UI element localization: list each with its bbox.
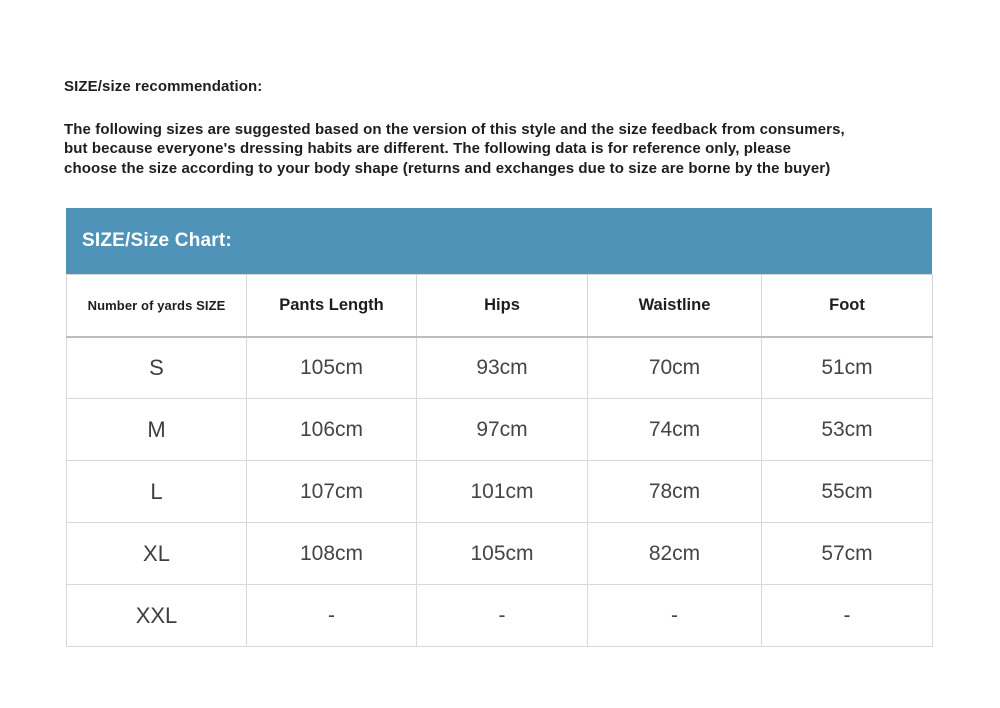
- cell-hips: 105cm: [417, 523, 588, 585]
- cell-hips: 97cm: [417, 399, 588, 461]
- table-row: [67, 337, 933, 399]
- cell-foot: 51cm: [762, 337, 933, 399]
- cell-size: M: [67, 399, 247, 461]
- table-row: [67, 523, 933, 585]
- cell-hips: -: [417, 585, 588, 647]
- cell-pants-length: 107cm: [247, 461, 417, 523]
- paragraph-line: The following sizes are suggested based on the version of this style and the size feedback from consumers,: [64, 121, 845, 138]
- cell-waistline: 82cm: [588, 523, 762, 585]
- table-row: [67, 461, 933, 523]
- cell-foot: 55cm: [762, 461, 933, 523]
- cell-foot: -: [762, 585, 933, 647]
- cell-waistline: 74cm: [588, 399, 762, 461]
- cell-pants-length: 108cm: [247, 523, 417, 585]
- cell-hips: 101cm: [417, 461, 588, 523]
- size-recommendation-paragraph: [64, 120, 845, 178]
- size-chart-table: [66, 274, 933, 647]
- size-chart-title-bar: [66, 208, 932, 274]
- cell-waistline: 70cm: [588, 337, 762, 399]
- paragraph-line: choose the size according to your body shape (returns and exchanges due to size are borne by the buyer): [64, 159, 831, 177]
- cell-foot: 53cm: [762, 399, 933, 461]
- cell-waistline: -: [588, 585, 762, 647]
- column-header-size: Number of yards SIZE: [67, 275, 247, 337]
- column-header-pants-length: Pants Length: [247, 275, 417, 337]
- size-chart: [66, 208, 932, 647]
- cell-size: XL: [67, 523, 247, 585]
- cell-pants-length: 105cm: [247, 337, 417, 399]
- table-row: [67, 399, 933, 461]
- cell-waistline: 78cm: [588, 461, 762, 523]
- cell-pants-length: 106cm: [247, 399, 417, 461]
- cell-foot: 57cm: [762, 523, 933, 585]
- cell-size: L: [67, 461, 247, 523]
- column-header-hips: Hips: [417, 275, 588, 337]
- size-recommendation-heading: SIZE/size recommendation:: [64, 78, 263, 95]
- table-row: [67, 585, 933, 647]
- size-chart-title: SIZE/Size Chart:: [82, 230, 232, 251]
- column-header-waistline: Waistline: [588, 275, 762, 337]
- cell-hips: 93cm: [417, 337, 588, 399]
- table-header-row: [67, 275, 933, 337]
- paragraph-line: but because everyone's dressing habits are different. The following data is for reference only, please: [64, 140, 792, 158]
- cell-pants-length: -: [247, 585, 417, 647]
- column-header-foot: Foot: [762, 275, 933, 337]
- cell-size: S: [67, 337, 247, 399]
- cell-size: XXL: [67, 585, 247, 647]
